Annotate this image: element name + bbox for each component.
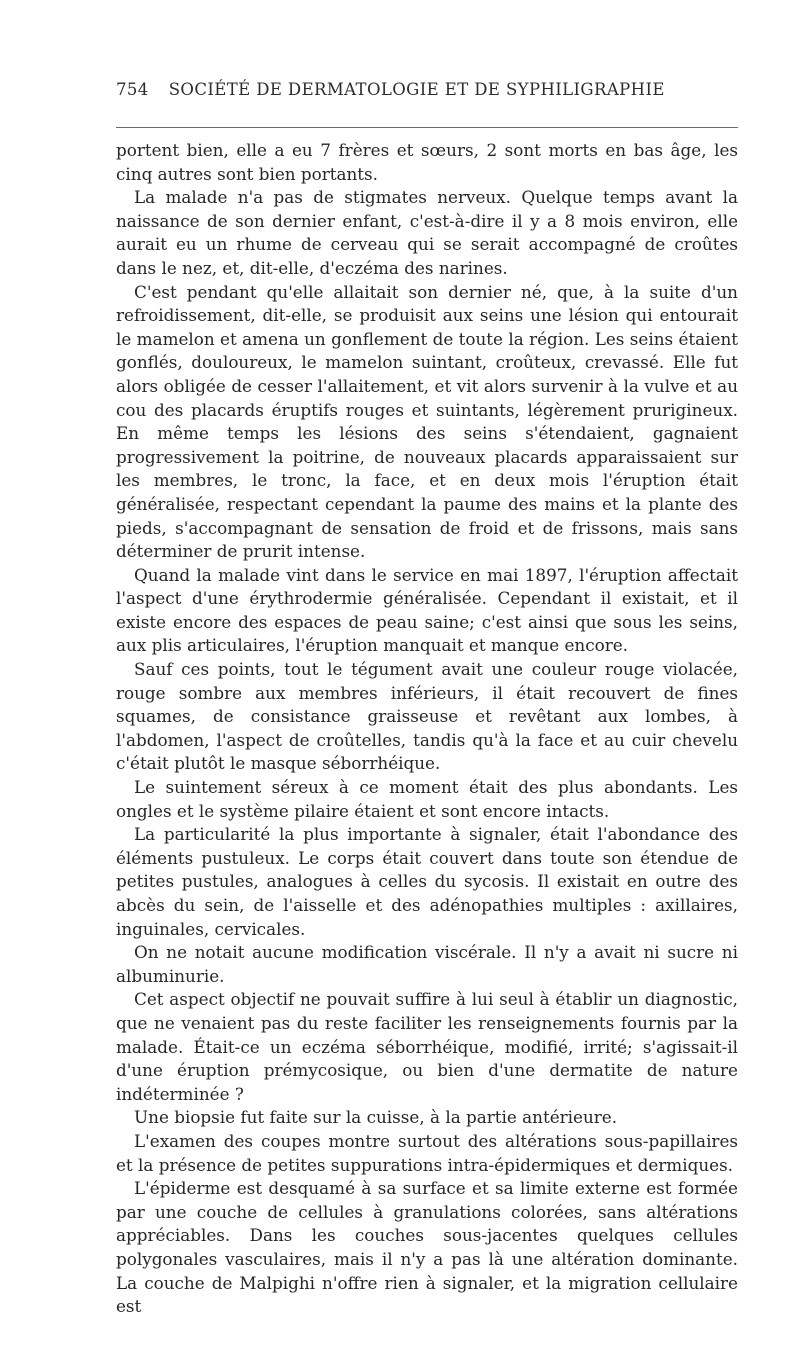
paragraph: C'est pendant qu'elle allaitait son dernier né, que, à la suite d'un refroidissement, dit-elle, se produisit aux seins une lésion qui entourait le mamelon et amena un gonflement de toute la région. Les seins étaient gonflés, douloureux, le mamelon suintant, croûteux, crevassé. Elle fut alors obligée de cesser l'allaitement, et vit alors survenir à la vulve et au cou des placards éruptifs rouges et suintants, légèrement prurigineux. En même temps les lésions des seins s'étendaient, gagnaient progressivement la poitrine, de nouveaux placards apparaissaient sur les membres, le tronc, la face, et en deux mois l'éruption était généralisée, respectant cependant la paume des mains et la plante des pieds, s'accompagnant de sensation de froid et de frissons, mais sans déterminer de prurit intense. — [116, 281, 738, 562]
paragraph: Cet aspect objectif ne pouvait suffire à lui seul à établir un diagnostic, que ne venaient pas du reste faciliter les renseignements fournis par la malade. Était-ce un eczéma séborrhéique, modifié, irrité; s'agissait-il d'une éruption prémycosique, ou bien d'une dermatite de nature indéterminée ? — [116, 989, 738, 1104]
page-number: 754 — [116, 80, 149, 99]
document-page — [116, 80, 738, 1319]
running-title: SOCIÉTÉ DE DERMATOLOGIE ET DE SYPHILIGRAPHIE — [168, 80, 665, 99]
paragraph: On ne notait aucune modification viscérale. Il n'y a avait ni sucre ni albuminurie. — [116, 942, 738, 986]
paragraph: portent bien, elle a eu 7 frères et sœurs, 2 sont morts en bas âge, les cinq autres sont bien portants. — [116, 140, 738, 184]
paragraph: Quand la malade vint dans le service en mai 1897, l'éruption affectait l'aspect d'une érythrodermie généralisée. Cependant il existait, et il existe encore des espaces de peau saine; c'est ainsi que sous les seins, aux plis articulaires, l'éruption manquait et manque encore. — [116, 564, 738, 656]
body-text — [116, 139, 738, 1319]
paragraph: L'examen des coupes montre surtout des altérations sous-papillaires et la présence de petites suppurations intra-épidermiques et dermiques. — [116, 1130, 738, 1175]
paragraph: Sauf ces points, tout le tégument avait une couleur rouge violacée, rouge sombre aux membres inférieurs, il était recouvert de fines squames, de consistance graisseuse et revêtant aux lombes, à l'abdomen, l'aspect de croûtelles, tandis qu'à la face et au cuir chevelu c'était plutôt le masque séborrhéique. — [116, 659, 738, 774]
header-rule — [116, 127, 738, 128]
paragraph: Une biopsie fut faite sur la cuisse, à la partie antérieure. — [134, 1107, 618, 1128]
paragraph: L'épiderme est desquamé à sa surface et sa limite externe est formée par une couche de cellules à granulations colorées, sans altérations appréciables. Dans les couches sous-jacentes quelques cellules polygonales vasculaires, mais il n'y a pas là une altération dominante. La couche de Malpighi n'offre rien à signaler, et la migration cellulaire est — [116, 1178, 738, 1317]
paragraph: Le suintement séreux à ce moment était des plus abondants. Les ongles et le système pilaire étaient et sont encore intacts. — [116, 777, 738, 821]
paragraph: La malade n'a pas de stigmates nerveux. Quelque temps avant la naissance de son dernier enfant, c'est-à-dire il y a 8 mois environ, elle aurait eu un rhume de cerveau qui se serait accompagné de croûtes dans le nez, et, dit-elle, d'eczéma des narines. — [116, 187, 738, 278]
running-header — [116, 80, 738, 110]
paragraph: La particularité la plus importante à signaler, était l'abondance des éléments pustuleux. Le corps était couvert dans toute son étendue de petites pustules, analogues à celles du sycosis. Il existait en outre des abcès du sein, de l'aisselle et des adénopathies multiples : axillaires, inguinales, cervicales. — [116, 824, 738, 939]
